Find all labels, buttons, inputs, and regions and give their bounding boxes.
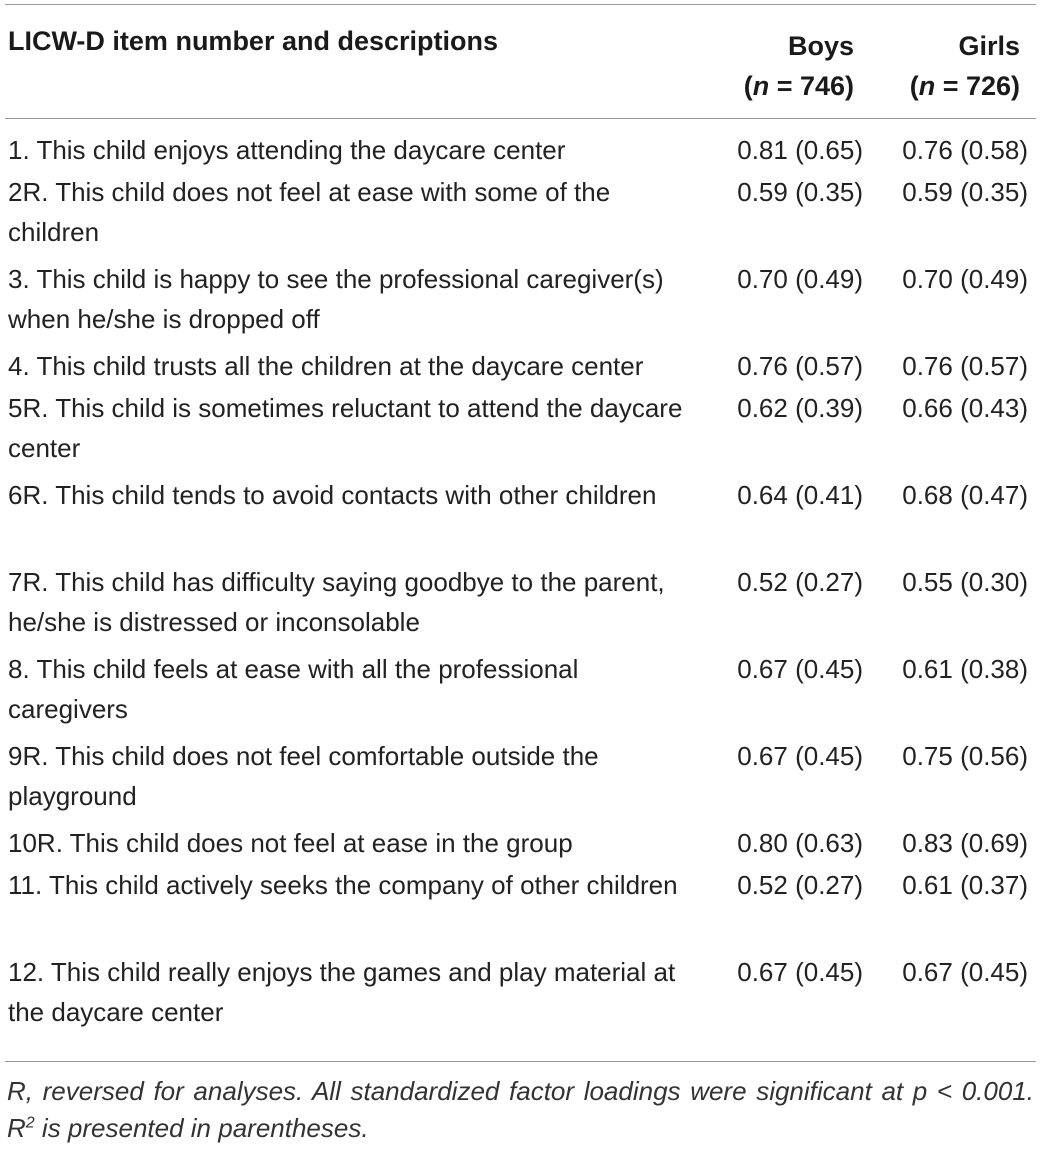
boys-column-title: Boys [787,31,854,61]
table-row [0,865,1041,952]
boys-loading: 0.59 (0.35) [737,177,863,207]
table-row [0,952,1041,1039]
top-rule [5,4,1036,5]
girls-column-header [910,26,1020,106]
table-row [0,388,1041,475]
superscript: 2 [25,1114,35,1132]
girls-loading: 0.59 (0.35) [902,177,1028,207]
item-description: 11. This child actively seeks the company of other children [8,870,678,900]
table-row [0,172,1041,259]
table-row [0,649,1041,736]
boys-loading: 0.67 (0.45) [737,654,863,684]
girls-loading: 0.61 (0.38) [902,654,1028,684]
table-row [0,475,1041,562]
item-description: 6R. This child tends to avoid contacts with other children [8,480,657,510]
girls-loading: 0.76 (0.58) [902,135,1028,165]
girls-loading: 0.70 (0.49) [902,264,1028,294]
table-row [0,562,1041,649]
table-row [0,346,1041,388]
item-description: 3. This child is happy to see the professional caregiver(s) when he/she is dropped off [8,264,664,334]
table-body [0,130,1041,1039]
item-description: 9R. This child does not feel comfortable outside the playground [8,741,599,811]
boys-loading: 0.67 (0.45) [737,741,863,771]
boys-loading: 0.76 (0.57) [737,351,863,381]
boys-loading: 0.67 (0.45) [737,957,863,987]
girls-loading: 0.68 (0.47) [902,480,1028,510]
boys-loading: 0.62 (0.39) [737,393,863,423]
item-description: 8. This child feels at ease with all the professional caregivers [8,654,579,724]
table-row [0,259,1041,346]
girls-loading: 0.66 (0.43) [902,393,1028,423]
table-footnote: R, reversed for analyses. All standardized factor loadings were significant at p < 0.001. $R^2$ is presented in parentheses. [7,1076,1034,1143]
item-description: 10R. This child does not feel at ease in the group [8,828,573,858]
item-description: 7R. This child has difficulty saying goodbye to the parent, he/she is distressed or inconsolable [8,567,665,637]
item-description: 2R. This child does not feel at ease with some of the children [8,177,611,247]
table-row [0,736,1041,823]
girls-sample-size: (n = 726) [909,71,1020,101]
girls-loading: 0.55 (0.30) [902,567,1028,597]
boys-loading: 0.52 (0.27) [737,870,863,900]
boys-column-header [744,26,854,106]
table-row [0,130,1041,172]
boys-loading: 0.80 (0.63) [737,828,863,858]
header-rule [5,118,1036,119]
boys-sample-size: (n = 746) [743,71,854,101]
girls-loading: 0.76 (0.57) [902,351,1028,381]
girls-loading: 0.75 (0.56) [902,741,1028,771]
girls-loading: 0.83 (0.69) [902,828,1028,858]
table-header [0,24,1041,114]
item-description: 12. This child really enjoys the games and play material at the daycare center [8,957,676,1027]
boys-loading: 0.52 (0.27) [737,567,863,597]
boys-loading: 0.70 (0.49) [737,264,863,294]
boys-loading: 0.81 (0.65) [737,135,863,165]
item-description: 5R. This child is sometimes reluctant to attend the daycare center [8,393,683,463]
girls-loading: 0.67 (0.45) [902,957,1028,987]
item-description: 1. This child enjoys attending the daycare center [8,135,566,165]
bottom-rule [5,1061,1036,1062]
girls-column-title: Girls [958,31,1020,61]
table-row [0,823,1041,865]
item-description: 4. This child trusts all the children at the daycare center [8,351,644,381]
girls-loading: 0.61 (0.37) [902,870,1028,900]
item-column-header: LICW-D item number and descriptions [8,26,498,56]
boys-loading: 0.64 (0.41) [737,480,863,510]
